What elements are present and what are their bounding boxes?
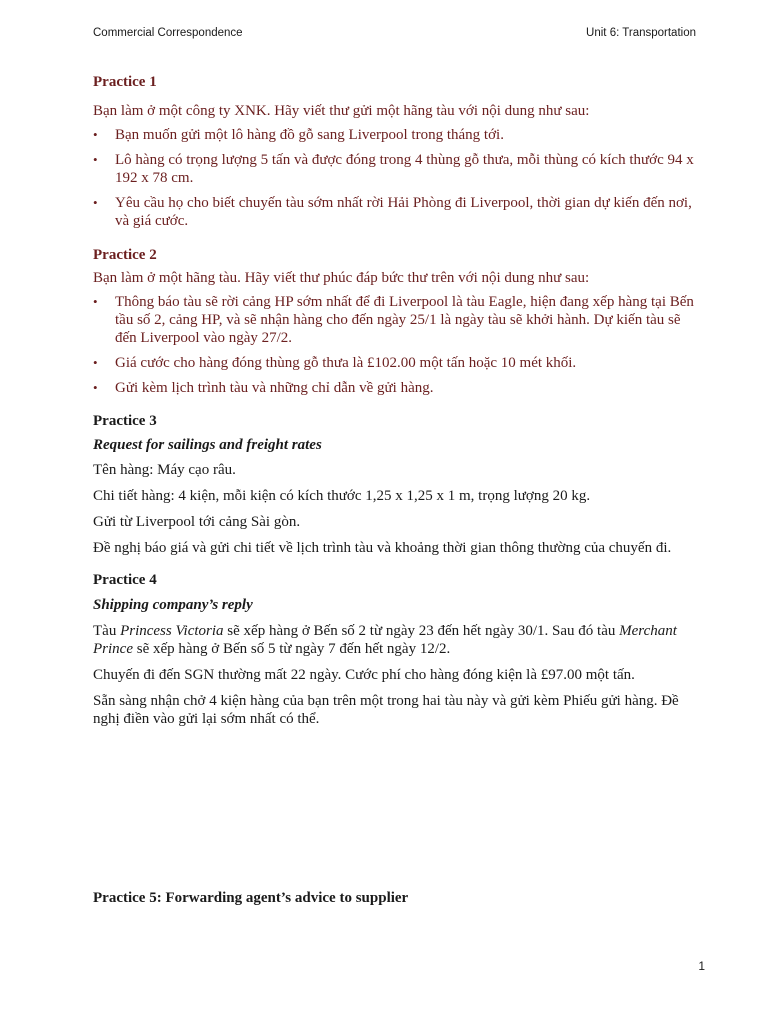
list-item bbox=[93, 151, 705, 187]
list-item bbox=[93, 194, 705, 230]
practice-3-line: Tên hàng: Máy cạo râu. bbox=[93, 462, 236, 478]
bullet-icon: • bbox=[93, 127, 98, 142]
practice-4-section bbox=[93, 570, 705, 728]
text-span: sẽ xếp hàng ở Bến số 2 từ ngày 23 đến hết ngày 30/1. Sau đó tàu bbox=[223, 623, 620, 639]
practice-1-title: Practice 1 bbox=[93, 74, 157, 90]
header-left: Commercial Correspondence bbox=[93, 27, 243, 39]
practice-3-section bbox=[93, 411, 705, 557]
list-item-text: Yêu cầu họ cho biết chuyến tàu sớm nhất rời Hải Phòng đi Liverpool, thời gian dự kiến đến nơi, và giá cước. bbox=[115, 195, 692, 229]
list-item-text: Gửi kèm lịch trình tàu và những chỉ dẫn về gửi hàng. bbox=[115, 380, 434, 396]
practice-4-paragraph-1 bbox=[93, 622, 705, 658]
practice-1-intro: Bạn làm ở một công ty XNK. Hãy viết thư gửi một hãng tàu với nội dung như sau: bbox=[93, 103, 590, 119]
practice-3-line: Gửi từ Liverpool tới cảng Sài gòn. bbox=[93, 514, 301, 530]
practice-3-subtitle: Request for sailings and freight rates bbox=[93, 437, 322, 453]
header-right: Unit 6: Transportation bbox=[586, 27, 696, 39]
list-item bbox=[93, 379, 705, 397]
practice-2-title: Practice 2 bbox=[93, 247, 157, 263]
practice-1-list bbox=[93, 126, 705, 230]
bullet-icon: • bbox=[93, 380, 98, 395]
list-item bbox=[93, 126, 705, 144]
practice-3-line: Đề nghị báo giá và gửi chi tiết về lịch trình tàu và khoảng thời gian thông thường của chuyến đi. bbox=[93, 540, 672, 556]
practice-4-paragraph-2: Chuyến đi đến SGN thường mất 22 ngày. Cước phí cho hàng đóng kiện là £97.00 một tấn. bbox=[93, 667, 635, 683]
bullet-icon: • bbox=[93, 355, 98, 370]
practice-5-section bbox=[93, 888, 705, 908]
ship-name: Princess Victoria bbox=[120, 623, 224, 639]
practice-1-section bbox=[93, 72, 705, 230]
practice-5-title: Practice 5: Forwarding agent’s advice to supplier bbox=[93, 890, 409, 906]
page-number: 1 bbox=[698, 959, 705, 973]
list-item-text: Bạn muốn gửi một lô hàng đồ gỗ sang Liverpool trong tháng tới. bbox=[115, 127, 504, 143]
practice-2-list bbox=[93, 293, 705, 397]
practice-2-section bbox=[93, 245, 705, 397]
list-item bbox=[93, 354, 705, 372]
page-header bbox=[93, 27, 696, 43]
list-item bbox=[93, 293, 705, 347]
document-body bbox=[93, 72, 705, 908]
bullet-icon: • bbox=[93, 195, 98, 210]
bullet-icon: • bbox=[93, 294, 98, 309]
list-item-text: Lô hàng có trọng lượng 5 tấn và được đóng trong 4 thùng gỗ thưa, mỗi thùng có kích thước 94 x 192 x 78 cm. bbox=[115, 152, 694, 186]
practice-4-paragraph-3: Sẵn sàng nhận chở 4 kiện hàng của bạn trên một trong hai tàu này và gửi kèm Phiếu gửi hàng. Đề nghị điền vào gửi lại sớm nhất có thể. bbox=[93, 693, 679, 727]
ship-name: Merchant Prince bbox=[93, 623, 677, 657]
text-span: sẽ xếp hàng ở Bến số 5 từ ngày 7 đến hết ngày 12/2. bbox=[132, 641, 451, 657]
practice-3-line: Chi tiết hàng: 4 kiện, mỗi kiện có kích thước 1,25 x 1,25 x 1 m, trọng lượng 20 kg. bbox=[93, 488, 591, 504]
bullet-icon: • bbox=[93, 152, 98, 167]
practice-4-subtitle: Shipping company’s reply bbox=[93, 597, 253, 613]
text-span: Tàu bbox=[93, 623, 121, 639]
list-item-text: Giá cước cho hàng đóng thùng gỗ thưa là £102.00 một tấn hoặc 10 mét khối. bbox=[115, 355, 577, 371]
practice-3-title: Practice 3 bbox=[93, 413, 157, 429]
practice-4-title: Practice 4 bbox=[93, 572, 157, 588]
list-item-text: Thông báo tàu sẽ rời cảng HP sớm nhất để đi Liverpool là tàu Eagle, hiện đang xếp hàng tại Bến tầu số 2, cảng HP, và sẽ nhận hàng cho đến ngày 25/1 là ngày tàu sẽ khởi hành. Dự kiến tàu sẽ đến Liverpool vào ngày 27/2. bbox=[115, 294, 694, 346]
practice-2-intro: Bạn làm ở một hãng tàu. Hãy viết thư phúc đáp bức thư trên với nội dung như sau: bbox=[93, 270, 590, 286]
